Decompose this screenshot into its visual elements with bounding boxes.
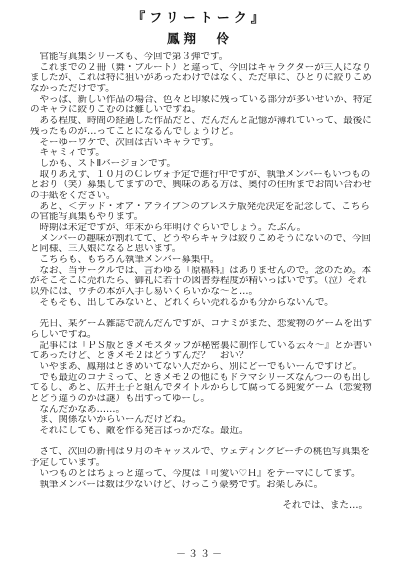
text-line: いつものとはちょっと違って、今度は『可愛い♡Ｈ』をテーマにしてます。 xyxy=(39,468,361,479)
paragraph xyxy=(30,447,376,468)
paragraph xyxy=(30,341,376,362)
page-title: 『フリートーク』 xyxy=(132,11,268,26)
paragraph xyxy=(30,255,376,266)
paragraph xyxy=(30,469,376,480)
text-line: のキャラに絞りこむのは難しいですね。 xyxy=(30,105,202,116)
text-line: てあったけど、ときメモ２はどうすんだ？ おい？ xyxy=(30,351,249,362)
paragraph xyxy=(30,95,376,116)
text-line: の官能写真集もやります。 xyxy=(30,212,144,223)
paragraph xyxy=(30,362,376,373)
paragraph xyxy=(30,52,376,63)
text-line: メンバーの趣味が割れてて、どうやらキャラは絞りこめそうにないので、今回 xyxy=(39,233,371,244)
paragraph xyxy=(30,298,376,309)
paragraph xyxy=(30,63,376,95)
text-line: そもそも、出してみないと、どれくらい売れるかも分からないんで。 xyxy=(39,297,334,308)
text-line: なかっただけです。 xyxy=(30,84,115,95)
closing-line: それでは、また…。 xyxy=(282,499,368,511)
paragraph xyxy=(30,148,376,159)
text-line: なお、当サークルでは、言わゆる『原稿料』はありませんので。念のため。本 xyxy=(39,265,372,276)
text-line: いやまあ、鳳翔はときめいてない人だから、別にどーでもいーんですけど。 xyxy=(39,361,363,372)
text-line: そーゆーワケで、次回は古いキャラです。 xyxy=(39,137,220,148)
paragraph xyxy=(30,138,376,149)
text-line: なんだかなあ……。 xyxy=(39,404,126,415)
text-line: 残ったものが…ってことになるんでしょうけど。 xyxy=(30,126,240,137)
text-line: さて、次回の新刊は９月のキャッスルで、ウェディングピーチの桃色写真集を xyxy=(39,447,370,458)
text-line: の手紙をください。 xyxy=(30,190,116,201)
author-name: 鳳翔 伶 xyxy=(166,31,233,46)
text-line: キャミィです。 xyxy=(39,148,105,159)
paragraph xyxy=(30,405,376,416)
text-line: 時期は未定ですが、年末から年明けぐらいでしょう。たぶん。 xyxy=(39,223,307,233)
paragraph xyxy=(30,426,376,437)
text-line: 以外には、ウチの本が入手し易いくらいかな～と…。 xyxy=(30,287,259,298)
paragraph xyxy=(30,234,376,255)
text-line: 先日、某ゲーム雑誌で読んだんですが、コナミがまた、恋愛物のゲームを出す xyxy=(39,319,373,330)
text-line: ましたが、これは特に狙いがあったわけではなく、ただ単に、ひとりに絞りこめ xyxy=(30,73,372,84)
text-line: 取りあえず、１０月のＣレヴォ予定で進行中ですが、執筆メンバーもいつもの xyxy=(39,169,371,180)
paragraph xyxy=(30,480,376,491)
text-line: 記事には『ＰＳ版ときメモスタッフが秘密裏に制作している云々～』とか書い xyxy=(39,340,373,351)
paragraph xyxy=(30,223,376,234)
text-line: それにしても、敵を作る発言ばっかだな。最近。 xyxy=(39,426,249,437)
text-line: と同様、三人娘になると思います。 xyxy=(30,244,182,255)
text-line: とどう違うのかは謎）も出すってゆーし。 xyxy=(30,394,210,404)
text-line: 官能写真集シリーズも、今回で第３弾です。 xyxy=(39,52,229,62)
text-line: 予定しています。 xyxy=(30,458,106,469)
section-gap xyxy=(30,437,376,448)
text-line: らしいですね。 xyxy=(30,329,97,340)
text-line: しかも、ストⅡバージョンです。 xyxy=(39,158,177,169)
paragraph xyxy=(30,170,376,202)
text-line: 執筆メンバーは数は少ないけど、けっこう豪勢です。お楽しみに。 xyxy=(39,479,324,490)
page-number: －３３－ xyxy=(176,549,224,560)
text-line: あと、＜デッド・オア・アライブ＞のプレステ版発売決定を記念して、こちら xyxy=(39,201,370,212)
text-line: やっぱ、新しい作品の場合、色々と印象に残っている部分が多いせいか、特定 xyxy=(39,94,373,105)
text-line: でも最近のコナミって、ときメモ２の他にもドラマシリーズなんつーのも出し xyxy=(39,372,371,383)
text-line: とおり（笑）募集してますので、興味のある方は、奥付の住所までお問い合わせ xyxy=(30,180,372,191)
body-text xyxy=(30,52,376,512)
text-line: これまでの２冊（舞・プルート）と違って、今回はキャラクターが三人になり xyxy=(39,62,372,73)
paragraph xyxy=(30,159,376,170)
text-line: こちらも、もちろん執筆メンバー募集中。 xyxy=(39,255,220,266)
paragraph xyxy=(30,116,376,137)
text-line: ま、関係ないからいーんだけどね。 xyxy=(39,415,192,426)
section-gap xyxy=(30,309,376,320)
paragraph xyxy=(30,266,376,298)
text-line: てるし、あと、広井王子と組んでタイトルからして腐ってる純愛ゲーム（恋愛物 xyxy=(30,383,372,394)
paragraph xyxy=(30,319,376,340)
paragraph xyxy=(30,415,376,426)
paragraph xyxy=(30,373,376,405)
text-line: ある程度、時間の経過した作品だと、だんだんと記憶が薄れていって、最後に xyxy=(39,116,372,127)
paragraph xyxy=(30,202,376,223)
text-line: がそこそこに売れたら、御礼に若干の図書券程度が精いっぱいです。（泣）それ xyxy=(30,276,367,287)
